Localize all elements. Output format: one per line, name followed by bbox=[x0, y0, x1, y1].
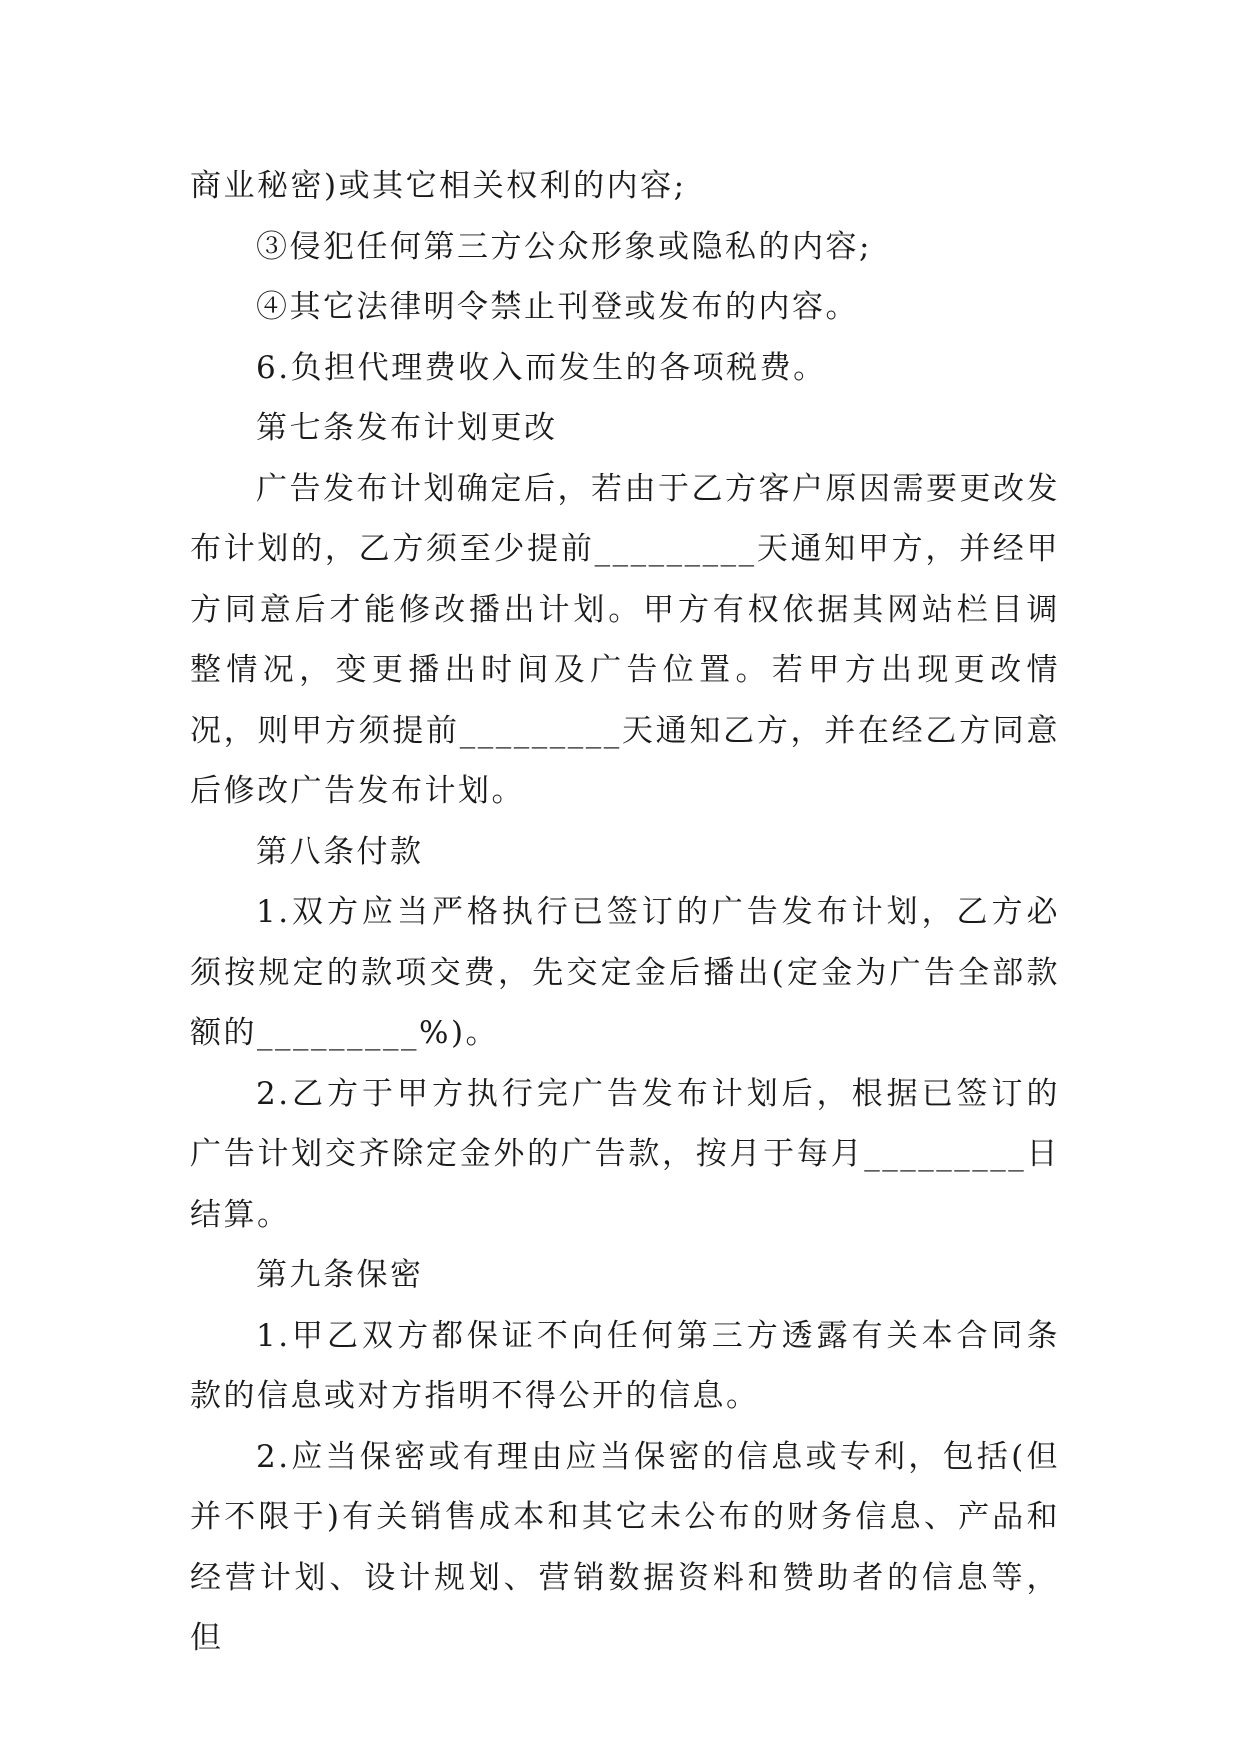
article-9-item-1: 1.甲乙双方都保证不向任何第三方透露有关本合同条款的信息或对方指明不得公开的信息。 bbox=[190, 1317, 1060, 1414]
clause-item-6: 6.负担代理费收入而发生的各项税费。 bbox=[256, 349, 827, 386]
section-heading-article-7: 第七条发布计划更改 bbox=[256, 410, 558, 446]
list-item-4: ④其它法律明令禁止刊登或发布的内容。 bbox=[256, 289, 859, 325]
section-heading-article-9: 第九条保密 bbox=[256, 1257, 424, 1293]
body-paragraph-continuation: 商业秘密)或其它相关权利的内容; bbox=[190, 168, 687, 204]
article-8-item-2: 2.乙方于甲方执行完广告发布计划后，根据已签订的广告计划交齐除定金外的广告款，按月于每月_________日结算。 bbox=[190, 1075, 1060, 1233]
list-item-3: ③侵犯任何第三方公众形象或隐私的内容; bbox=[256, 228, 872, 265]
document-body bbox=[190, 156, 1060, 1669]
section-heading-article-8: 第八条付款 bbox=[256, 833, 424, 870]
article-9-item-2: 2.应当保密或有理由应当保密的信息或专利，包括(但并不限于)有关销售成本和其它未公布的财务信息、产品和经营计划、设计规划、营销数据资料和赞助者的信息等，但 bbox=[190, 1438, 1060, 1656]
article-8-item-1: 1.双方应当严格执行已签订的广告发布计划，乙方必须按规定的款项交费，先交定金后播出(定金为广告全部款额的_________%)。 bbox=[190, 894, 1060, 1051]
article-7-body: 广告发布计划确定后，若由于乙方客户原因需要更改发布计划的，乙方须至少提前_________天通知甲方，并经甲方同意后才能修改播出计划。甲方有权依据其网站栏目调整情况，变更播出时间及广告位置。若甲方出现更改情况，则甲方须提前_________天通知乙方，并在经乙方同意后修改广告发布计划。 bbox=[190, 470, 1060, 809]
